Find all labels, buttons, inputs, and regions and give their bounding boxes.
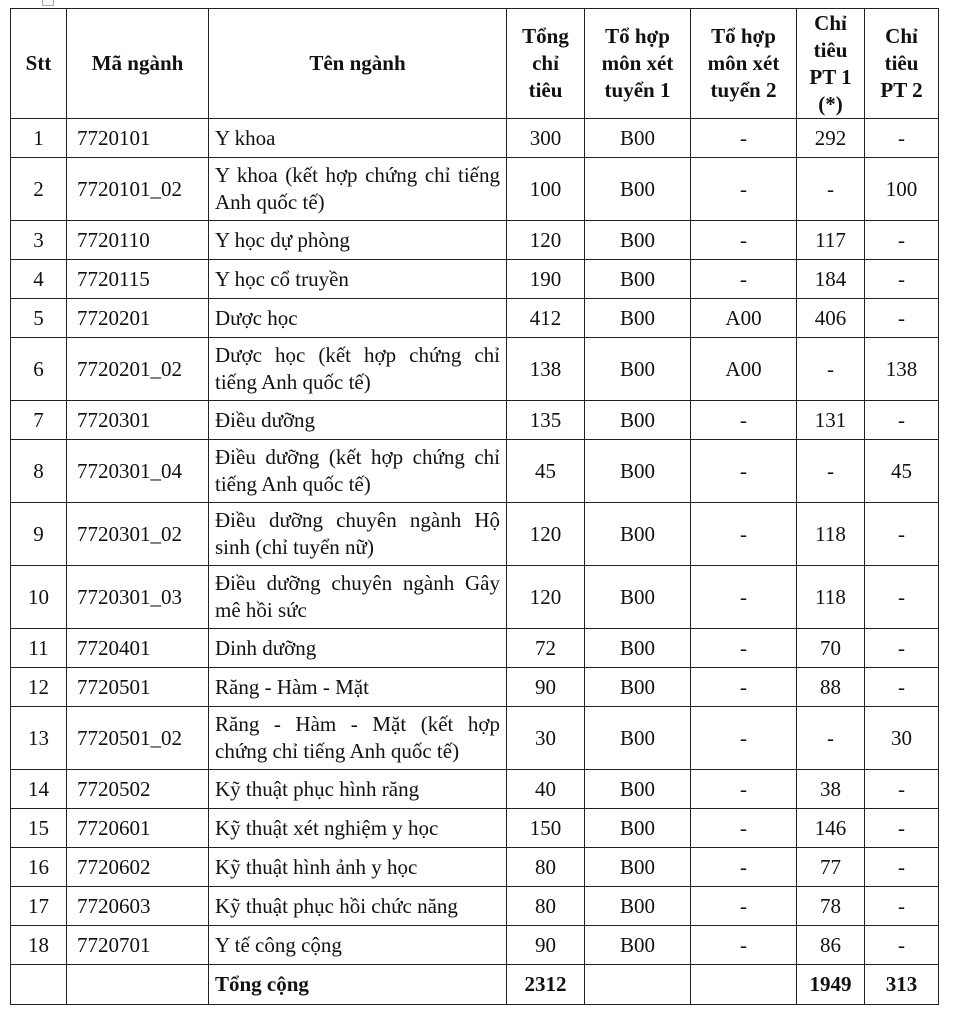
cell-combo1: B00 bbox=[585, 440, 691, 503]
cell-total: 100 bbox=[507, 158, 585, 221]
cell-code: 7720110 bbox=[67, 221, 209, 260]
cell-combo2: - bbox=[691, 809, 797, 848]
cell-code: 7720401 bbox=[67, 629, 209, 668]
scroll-handle[interactable] bbox=[42, 0, 54, 6]
cell-combo1: B00 bbox=[585, 503, 691, 566]
cell-combo1: B00 bbox=[585, 119, 691, 158]
cell-code: 7720601 bbox=[67, 809, 209, 848]
cell-pt1: 88 bbox=[797, 668, 865, 707]
cell-pt1: - bbox=[797, 707, 865, 770]
cell-stt: 18 bbox=[11, 926, 67, 965]
cell-code: 7720301_03 bbox=[67, 566, 209, 629]
cell-pt1: 70 bbox=[797, 629, 865, 668]
cell-code: 7720603 bbox=[67, 887, 209, 926]
cell-combo2: - bbox=[691, 221, 797, 260]
cell-pt2: 138 bbox=[865, 338, 939, 401]
total-code-cell bbox=[67, 965, 209, 1005]
total-label: Tổng cộng bbox=[209, 965, 507, 1005]
cell-pt1: 78 bbox=[797, 887, 865, 926]
cell-stt: 15 bbox=[11, 809, 67, 848]
cell-stt: 9 bbox=[11, 503, 67, 566]
cell-name: Răng - Hàm - Mặt (kết hợp chứng chỉ tiếng Anh quốc tế) bbox=[209, 707, 507, 770]
cell-stt: 10 bbox=[11, 566, 67, 629]
cell-code: 7720501 bbox=[67, 668, 209, 707]
cell-code: 7720502 bbox=[67, 770, 209, 809]
table-body bbox=[11, 119, 939, 965]
cell-pt2: - bbox=[865, 770, 939, 809]
cell-stt: 7 bbox=[11, 401, 67, 440]
total-stt-cell bbox=[11, 965, 67, 1005]
cell-pt2: 30 bbox=[865, 707, 939, 770]
table-row bbox=[11, 119, 939, 158]
table-row bbox=[11, 158, 939, 221]
cell-combo1: B00 bbox=[585, 299, 691, 338]
cell-combo1: B00 bbox=[585, 338, 691, 401]
cell-code: 7720201 bbox=[67, 299, 209, 338]
cell-pt2: 100 bbox=[865, 158, 939, 221]
cell-total: 40 bbox=[507, 770, 585, 809]
table-row bbox=[11, 566, 939, 629]
header-stt: Stt bbox=[11, 9, 67, 119]
cell-name: Điều dưỡng bbox=[209, 401, 507, 440]
cell-pt1: 118 bbox=[797, 566, 865, 629]
admission-quota-table bbox=[10, 8, 939, 1005]
cell-combo1: B00 bbox=[585, 809, 691, 848]
cell-stt: 4 bbox=[11, 260, 67, 299]
cell-pt2: - bbox=[865, 221, 939, 260]
header-name: Tên ngành bbox=[209, 9, 507, 119]
cell-pt1: 77 bbox=[797, 848, 865, 887]
cell-stt: 11 bbox=[11, 629, 67, 668]
table-row bbox=[11, 503, 939, 566]
cell-combo2: - bbox=[691, 566, 797, 629]
cell-combo2: - bbox=[691, 158, 797, 221]
table-row bbox=[11, 668, 939, 707]
cell-pt1: 117 bbox=[797, 221, 865, 260]
total-combo2-cell bbox=[691, 965, 797, 1005]
cell-code: 7720301_04 bbox=[67, 440, 209, 503]
cell-combo1: B00 bbox=[585, 260, 691, 299]
cell-total: 138 bbox=[507, 338, 585, 401]
header-total: Tổng chỉ tiêu bbox=[507, 9, 585, 119]
cell-total: 45 bbox=[507, 440, 585, 503]
cell-pt2: - bbox=[865, 668, 939, 707]
cell-name: Kỹ thuật phục hình răng bbox=[209, 770, 507, 809]
cell-combo2: - bbox=[691, 119, 797, 158]
cell-pt2: - bbox=[865, 887, 939, 926]
cell-combo2: - bbox=[691, 668, 797, 707]
cell-pt2: - bbox=[865, 926, 939, 965]
cell-total: 90 bbox=[507, 668, 585, 707]
table-row bbox=[11, 299, 939, 338]
header-row bbox=[11, 9, 939, 119]
cell-combo2: - bbox=[691, 401, 797, 440]
cell-total: 80 bbox=[507, 848, 585, 887]
cell-pt1: 118 bbox=[797, 503, 865, 566]
cell-total: 120 bbox=[507, 566, 585, 629]
cell-total: 120 bbox=[507, 221, 585, 260]
cell-name: Y học cổ truyền bbox=[209, 260, 507, 299]
cell-combo2: - bbox=[691, 848, 797, 887]
cell-combo1: B00 bbox=[585, 566, 691, 629]
cell-pt2: - bbox=[865, 401, 939, 440]
table-row bbox=[11, 338, 939, 401]
cell-pt1: - bbox=[797, 440, 865, 503]
cell-combo1: B00 bbox=[585, 158, 691, 221]
table-row bbox=[11, 809, 939, 848]
cell-pt1: - bbox=[797, 158, 865, 221]
table-row bbox=[11, 260, 939, 299]
table-row bbox=[11, 887, 939, 926]
cell-combo2: - bbox=[691, 629, 797, 668]
table-row bbox=[11, 926, 939, 965]
cell-pt2: - bbox=[865, 629, 939, 668]
cell-combo2: - bbox=[691, 770, 797, 809]
cell-name: Kỹ thuật hình ảnh y học bbox=[209, 848, 507, 887]
cell-pt1: 38 bbox=[797, 770, 865, 809]
cell-name: Điều dưỡng chuyên ngành Hộ sinh (chỉ tuyển nữ) bbox=[209, 503, 507, 566]
cell-pt2: - bbox=[865, 260, 939, 299]
cell-pt2: - bbox=[865, 566, 939, 629]
cell-pt1: 146 bbox=[797, 809, 865, 848]
cell-combo2: A00 bbox=[691, 299, 797, 338]
header-pt2: Chỉ tiêu PT 2 bbox=[865, 9, 939, 119]
total-pt2: 313 bbox=[865, 965, 939, 1005]
table-row bbox=[11, 848, 939, 887]
cell-name: Điều dưỡng chuyên ngành Gây mê hồi sức bbox=[209, 566, 507, 629]
cell-total: 72 bbox=[507, 629, 585, 668]
cell-combo2: - bbox=[691, 440, 797, 503]
cell-name: Dược học bbox=[209, 299, 507, 338]
cell-name: Y khoa (kết hợp chứng chỉ tiếng Anh quốc tế) bbox=[209, 158, 507, 221]
cell-pt2: - bbox=[865, 119, 939, 158]
cell-stt: 16 bbox=[11, 848, 67, 887]
cell-name: Điều dưỡng (kết hợp chứng chỉ tiếng Anh quốc tế) bbox=[209, 440, 507, 503]
cell-total: 30 bbox=[507, 707, 585, 770]
cell-code: 7720101_02 bbox=[67, 158, 209, 221]
total-pt1: 1949 bbox=[797, 965, 865, 1005]
cell-pt1: - bbox=[797, 338, 865, 401]
total-row bbox=[11, 965, 939, 1005]
cell-total: 190 bbox=[507, 260, 585, 299]
cell-stt: 14 bbox=[11, 770, 67, 809]
cell-name: Răng - Hàm - Mặt bbox=[209, 668, 507, 707]
cell-combo1: B00 bbox=[585, 848, 691, 887]
cell-code: 7720501_02 bbox=[67, 707, 209, 770]
header-pt1: Chỉ tiêu PT 1 (*) bbox=[797, 9, 865, 119]
cell-stt: 8 bbox=[11, 440, 67, 503]
cell-combo1: B00 bbox=[585, 707, 691, 770]
cell-total: 412 bbox=[507, 299, 585, 338]
header-combo2: Tổ hợp môn xét tuyển 2 bbox=[691, 9, 797, 119]
cell-combo1: B00 bbox=[585, 401, 691, 440]
cell-combo1: B00 bbox=[585, 926, 691, 965]
total-combo1-cell bbox=[585, 965, 691, 1005]
cell-name: Dược học (kết hợp chứng chỉ tiếng Anh quốc tế) bbox=[209, 338, 507, 401]
cell-combo2: - bbox=[691, 887, 797, 926]
cell-name: Y tế công cộng bbox=[209, 926, 507, 965]
table-row bbox=[11, 440, 939, 503]
table-row bbox=[11, 221, 939, 260]
cell-name: Y khoa bbox=[209, 119, 507, 158]
admission-quota-table-container bbox=[10, 8, 939, 1005]
header-combo1: Tổ hợp môn xét tuyển 1 bbox=[585, 9, 691, 119]
cell-pt2: - bbox=[865, 809, 939, 848]
cell-combo1: B00 bbox=[585, 668, 691, 707]
cell-combo1: B00 bbox=[585, 629, 691, 668]
cell-name: Kỹ thuật phục hồi chức năng bbox=[209, 887, 507, 926]
cell-code: 7720101 bbox=[67, 119, 209, 158]
total-quota: 2312 bbox=[507, 965, 585, 1005]
header-code: Mã ngành bbox=[67, 9, 209, 119]
cell-pt1: 184 bbox=[797, 260, 865, 299]
cell-combo1: B00 bbox=[585, 221, 691, 260]
table-row bbox=[11, 770, 939, 809]
cell-total: 80 bbox=[507, 887, 585, 926]
cell-name: Dinh dưỡng bbox=[209, 629, 507, 668]
cell-name: Kỹ thuật xét nghiệm y học bbox=[209, 809, 507, 848]
cell-total: 120 bbox=[507, 503, 585, 566]
cell-stt: 6 bbox=[11, 338, 67, 401]
cell-pt2: - bbox=[865, 503, 939, 566]
cell-pt1: 406 bbox=[797, 299, 865, 338]
cell-code: 7720301_02 bbox=[67, 503, 209, 566]
cell-combo1: B00 bbox=[585, 770, 691, 809]
cell-total: 135 bbox=[507, 401, 585, 440]
cell-stt: 5 bbox=[11, 299, 67, 338]
cell-stt: 2 bbox=[11, 158, 67, 221]
cell-pt1: 131 bbox=[797, 401, 865, 440]
cell-combo2: - bbox=[691, 926, 797, 965]
table-row bbox=[11, 629, 939, 668]
cell-combo1: B00 bbox=[585, 887, 691, 926]
table-row bbox=[11, 707, 939, 770]
cell-name: Y học dự phòng bbox=[209, 221, 507, 260]
cell-code: 7720602 bbox=[67, 848, 209, 887]
cell-combo2: A00 bbox=[691, 338, 797, 401]
cell-pt2: - bbox=[865, 299, 939, 338]
cell-stt: 3 bbox=[11, 221, 67, 260]
cell-pt1: 86 bbox=[797, 926, 865, 965]
cell-pt2: - bbox=[865, 848, 939, 887]
cell-pt1: 292 bbox=[797, 119, 865, 158]
cell-total: 90 bbox=[507, 926, 585, 965]
cell-stt: 12 bbox=[11, 668, 67, 707]
cell-stt: 17 bbox=[11, 887, 67, 926]
cell-pt2: 45 bbox=[865, 440, 939, 503]
cell-combo2: - bbox=[691, 260, 797, 299]
cell-combo2: - bbox=[691, 503, 797, 566]
cell-total: 300 bbox=[507, 119, 585, 158]
cell-stt: 13 bbox=[11, 707, 67, 770]
cell-total: 150 bbox=[507, 809, 585, 848]
cell-code: 7720301 bbox=[67, 401, 209, 440]
cell-combo2: - bbox=[691, 707, 797, 770]
cell-code: 7720201_02 bbox=[67, 338, 209, 401]
cell-code: 7720701 bbox=[67, 926, 209, 965]
table-row bbox=[11, 401, 939, 440]
cell-stt: 1 bbox=[11, 119, 67, 158]
cell-code: 7720115 bbox=[67, 260, 209, 299]
